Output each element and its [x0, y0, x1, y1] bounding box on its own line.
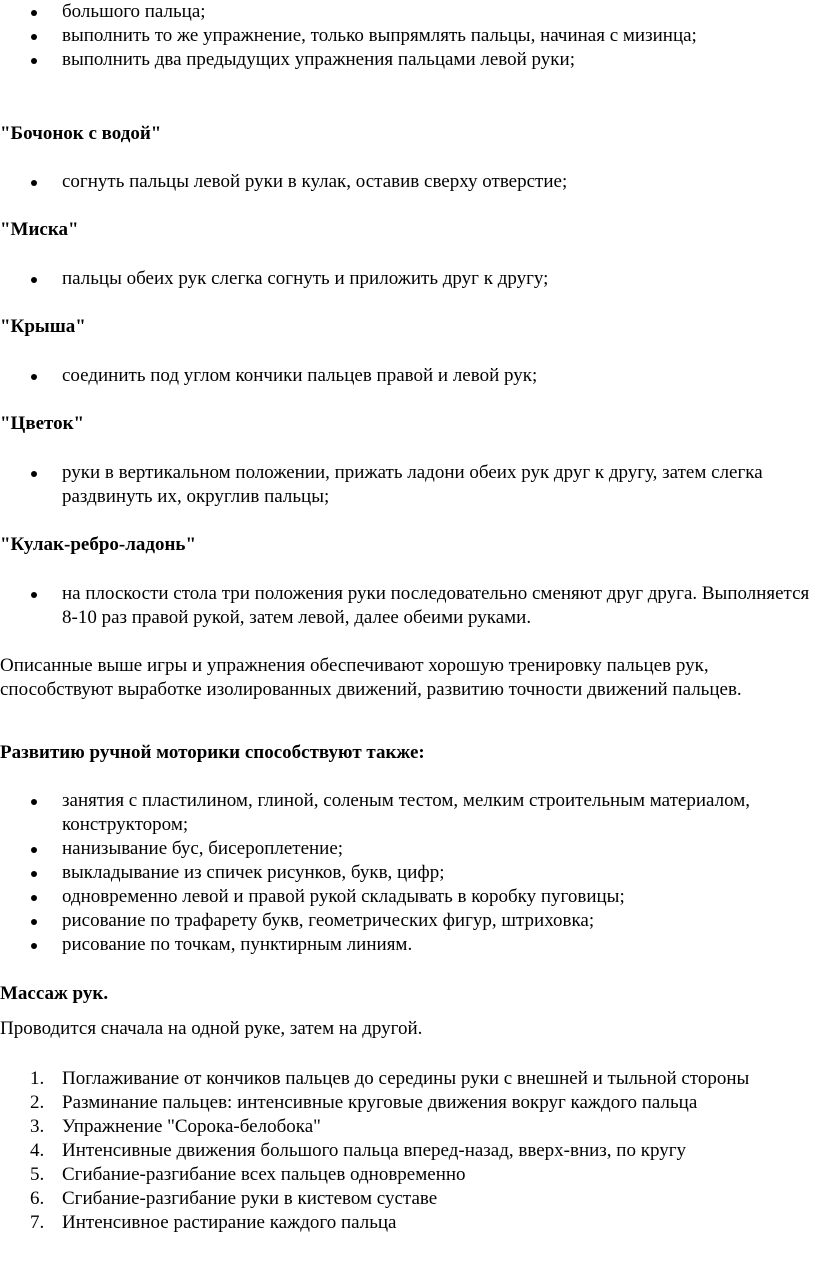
exercise-title: "Крыша": [0, 316, 86, 337]
list-item: [0, 1139, 816, 1163]
list-item: [0, 1187, 816, 1211]
step-text: Сгибание-разгибание всех пальцев одновременно: [62, 1164, 466, 1185]
motor-list: [0, 789, 816, 957]
list-item: выполнить два предыдущих упражнения пальцами левой руки;: [0, 48, 816, 72]
massage-heading: Массаж рук.: [0, 983, 109, 1004]
list-item: рисование по трафарету букв, геометрических фигур, штриховка;: [0, 909, 816, 933]
list-item: нанизывание бус, бисероплетение;: [0, 837, 816, 861]
step-number: 5.: [30, 1164, 45, 1185]
step-number: 2.: [30, 1092, 45, 1113]
step-text: Разминание пальцев: интенсивные круговые движения вокруг каждого пальца: [62, 1092, 698, 1113]
step-text: Интенсивные движения большого пальца вперед-назад, вверх-вниз, по кругу: [62, 1140, 687, 1161]
exercise-list: [0, 582, 816, 630]
step-number: 6.: [30, 1188, 45, 1209]
intro-list: [0, 0, 816, 72]
step-number: 3.: [30, 1116, 45, 1137]
exercise-list: [0, 364, 816, 388]
massage-steps: [0, 1067, 816, 1235]
exercise-list: [0, 170, 816, 194]
step-text: Сгибание-разгибание руки в кистевом суставе: [62, 1188, 438, 1209]
exercise-list: [0, 267, 816, 291]
list-item: большого пальца;: [0, 0, 816, 24]
list-item: [0, 1091, 816, 1115]
step-number: 7.: [30, 1212, 45, 1233]
list-item: [0, 1067, 816, 1091]
list-item: [0, 1115, 816, 1139]
motor-heading: Развитию ручной моторики способствуют также:: [0, 742, 425, 763]
step-text: Интенсивное растирание каждого пальца: [62, 1212, 397, 1233]
step-number: 4.: [30, 1140, 45, 1161]
exercise-title: "Цветок": [0, 413, 85, 434]
list-item: согнуть пальцы левой руки в кулак, оставив сверху отверстие;: [0, 170, 816, 194]
list-item: соединить под углом кончики пальцев правой и левой рук;: [0, 364, 816, 388]
step-text: Поглаживание от кончиков пальцев до середины руки с внешней и тыльной стороны: [62, 1068, 750, 1089]
massage-intro: Проводится сначала на одной руке, затем на другой.: [0, 1018, 423, 1039]
exercise-title: "Кулак-ребро-ладонь": [0, 534, 197, 555]
list-item: на плоскости стола три положения руки последовательно сменяют друг друга. Выполняется 8-10 раз правой рукой, затем левой, далее обеими руками.: [0, 582, 816, 630]
list-item: выполнить то же упражнение, только выпрямлять пальцы, начиная с мизинца;: [0, 24, 816, 48]
summary-paragraph: Описанные выше игры и упражнения обеспечивают хорошую тренировку пальцев рук, способствуют выработке изолированных движений, развитию точности движений пальцев.: [0, 655, 742, 700]
step-number: 1.: [30, 1068, 45, 1089]
exercise-title: "Миска": [0, 219, 79, 240]
list-item: пальцы обеих рук слегка согнуть и приложить друг к другу;: [0, 267, 816, 291]
list-item: [0, 1163, 816, 1187]
list-item: выкладывание из спичек рисунков, букв, цифр;: [0, 861, 816, 885]
list-item: рисование по точкам, пунктирным линиям.: [0, 933, 816, 957]
list-item: одновременно левой и правой рукой складывать в коробку пуговицы;: [0, 885, 816, 909]
list-item: руки в вертикальном положении, прижать ладони обеих рук друг к другу, затем слегка раздвинуть их, округлив пальцы;: [0, 461, 816, 509]
list-item: [0, 1211, 816, 1235]
list-item: занятия с пластилином, глиной, соленым тестом, мелким строительным материалом, конструктором;: [0, 789, 816, 837]
step-text: Упражнение "Сорока-белобока": [62, 1116, 321, 1137]
exercise-list: [0, 461, 816, 509]
exercise-title: "Бочонок с водой": [0, 123, 162, 144]
